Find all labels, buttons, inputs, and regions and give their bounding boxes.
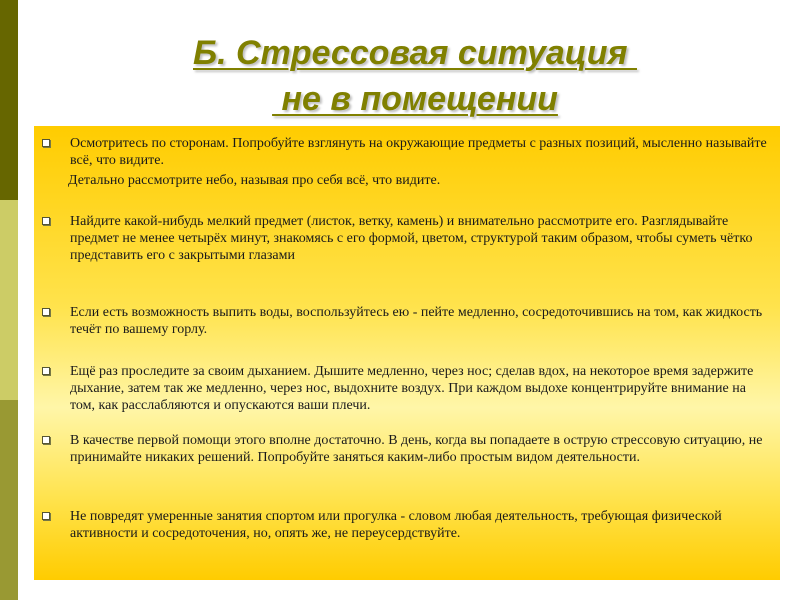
square-bullet-icon (42, 512, 50, 520)
slide-title (40, 30, 790, 122)
side-stripe-top (0, 0, 18, 200)
title-line-2 (40, 76, 790, 122)
list-item-text: Если есть возможность выпить воды, воспользуйтесь ею - пейте медленно, сосредоточившись на том, как жидкость течёт по вашему горлу. (70, 305, 763, 337)
title-line-1 (40, 30, 790, 76)
square-bullet-icon (42, 139, 50, 147)
list-item-text: В качестве первой помощи этого вполне достаточно. В день, когда вы попадаете в острую стрессовую ситуацию, не принимайте никаких решений. Попробуйте заняться каким-либо простым видом деятельности. (70, 433, 763, 465)
list-item-extra-text: Детально рассмотрите небо, называя про себя всё, что видите. (68, 173, 441, 188)
side-stripe-middle (0, 200, 18, 400)
list-item-text: Осмотритесь по сторонам. Попробуйте взглянуть на окружающие предметы с разных позиций, мысленно называйте всё, что видите. (70, 136, 767, 168)
list-item-text: Найдите какой-нибудь мелкий предмет (листок, ветку, камень) и внимательно рассмотрите его. Разглядывайте предмет не менее четырёх минут, знакомясь с его формой, цветом, структурой таким образом, чтобы суметь чётко представить его с закрытыми глазами (70, 214, 753, 263)
side-stripe-bottom (0, 400, 18, 600)
square-bullet-icon (42, 217, 50, 225)
square-bullet-icon (42, 308, 50, 316)
list-item-text: Не повредят умеренные занятия спортом или прогулка - словом любая деятельность, требующая физической активности и сосредоточения, но, опять же, не переусердствуйте. (70, 509, 722, 541)
square-bullet-icon (42, 367, 50, 375)
title-line-2-text: не в помещении (272, 80, 558, 118)
square-bullet-icon (42, 436, 50, 444)
list-item-text: Ещё раз проследите за своим дыханием. Дышите медленно, через нос; сделав вдох, на некоторое время задержите дыхание, затем так же медленно, через нос, выдохните воздух. При каждом выдохе концентрируйте внимание на том, как расслабляются и опускаются ваши плечи. (70, 364, 754, 413)
title-line-1-text: Б. Стрессовая ситуация (193, 34, 637, 72)
content-box (34, 126, 780, 580)
